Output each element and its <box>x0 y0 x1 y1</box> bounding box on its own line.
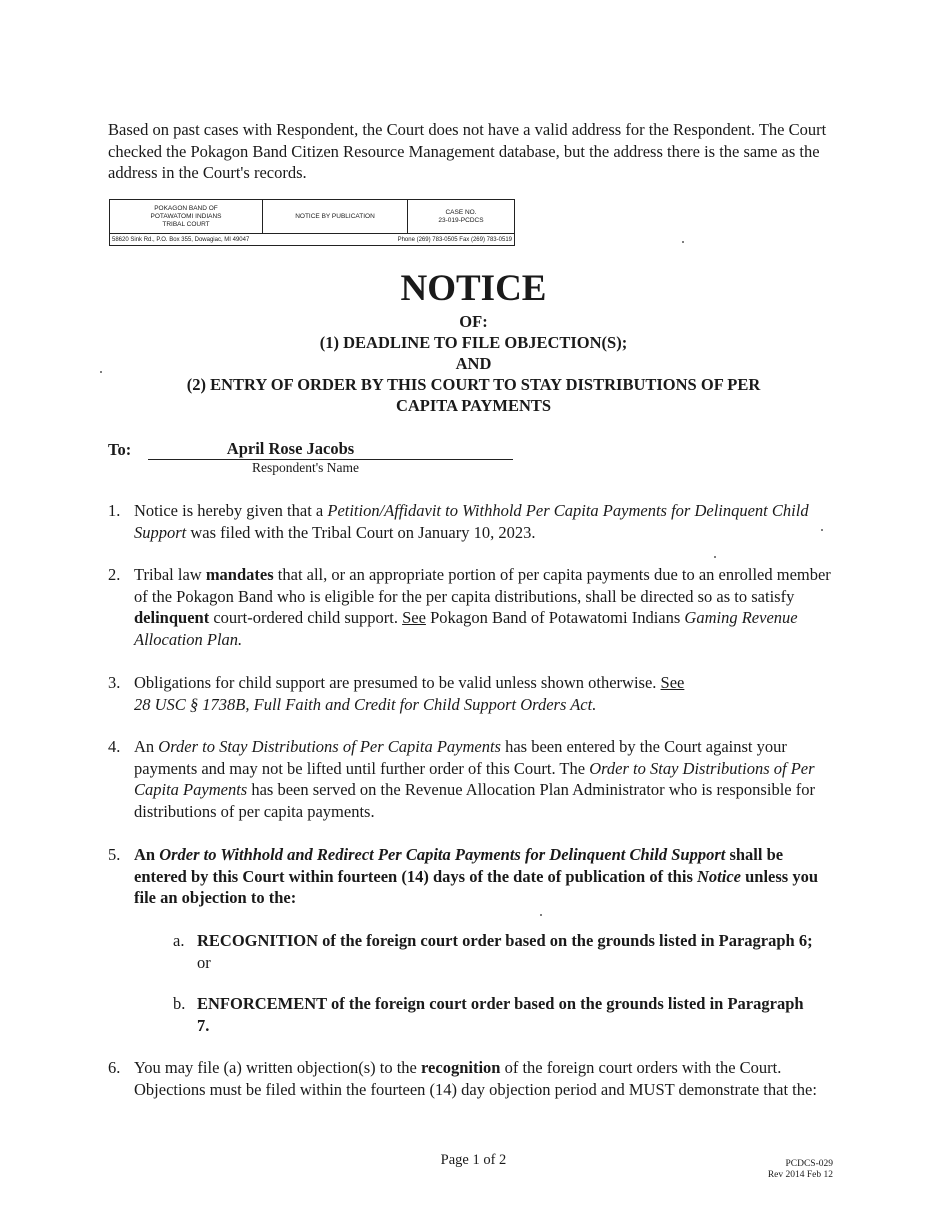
item-2-number: 2. <box>108 565 121 584</box>
respondent-name-caption: Respondent's Name <box>251 460 360 475</box>
court-header-box <box>109 199 515 247</box>
case-number-cell <box>408 200 515 234</box>
court-name-cell <box>110 200 263 234</box>
title-line-2a: (2) ENTRY OF ORDER BY THIS COURT TO STAY DISTRIBUTIONS OF PER <box>186 375 761 394</box>
court-phone-fax: Phone (269) 783-0505 Fax (269) 783-0519 <box>397 236 512 243</box>
to-label: To: <box>108 440 132 459</box>
item-4-text: An Order to Stay Distributions of Per Capita Payments has been entered by the Court against your payments and may not be lifted until further order of this Court. The Order to Stay Distributions of Per Capita Payments has been served on the Revenue Allocation Plan Administrator who is responsible for distributions of per capita payments. <box>134 737 815 821</box>
page-number: Page 1 of 2 <box>440 1152 507 1168</box>
item-1-number: 1. <box>108 501 121 520</box>
respondent-name: April Rose Jacobs <box>226 439 355 458</box>
item-4-number: 4. <box>108 737 121 756</box>
scan-speck <box>714 556 716 558</box>
title-line-2b: CAPITA PAYMENTS <box>395 396 552 415</box>
item-b-text: ENFORCEMENT of the foreign court order based on the grounds listed in Paragraph 7. <box>197 994 804 1035</box>
item-b-letter: b. <box>173 994 186 1013</box>
court-name-line1: POKAGON BAND OF <box>154 204 218 212</box>
item-6-number: 6. <box>108 1058 121 1077</box>
respondent-name-line <box>148 439 513 460</box>
court-address: 58620 Sink Rd., P.O. Box 355, Dowagiac, MI 49047 <box>112 236 250 243</box>
document-type-cell: NOTICE BY PUBLICATION <box>263 200 408 234</box>
scan-speck <box>540 914 542 916</box>
item-a-letter: a. <box>173 931 185 950</box>
form-revision: Rev 2014 Feb 12 <box>767 1170 833 1180</box>
item-2-text: Tribal law mandates that all, or an appropriate portion of per capita payments due to an enrolled member of the Pokagon Band who is eligible for the per capita distributions, shall be directed so as to satisfy delinquent court-ordered child support. See Pokagon Band of Potawatomi Indians Gaming Revenue Allocation Plan. <box>134 565 831 649</box>
title-and: AND <box>455 354 492 373</box>
item-1-text: Notice is hereby given that a Petition/Affidavit to Withhold Per Capita Payments for Delinquent Child Support was filed with the Tribal Court on January 10, 2023. <box>134 501 809 542</box>
scan-speck <box>100 371 102 373</box>
title-of: OF: <box>459 312 488 331</box>
notice-title: NOTICE <box>400 268 547 309</box>
intro-paragraph: Based on past cases with Respondent, the Court does not have a valid address for the Respondent. The Court checked the Pokagon Band Citizen Resource Management database, but the address there is the same as the address in the Court's records. <box>108 120 827 182</box>
scan-speck <box>682 241 684 243</box>
court-name-line3: TRIBAL COURT <box>162 220 210 228</box>
respondent-name-caption-wrap <box>148 460 513 476</box>
court-contact-row <box>110 234 515 246</box>
item-5-number: 5. <box>108 845 121 864</box>
item-5-text: An Order to Withhold and Redirect Per Capita Payments for Delinquent Child Support shall be entered by this Court within fourteen (14) days of the date of publication of this Notice unless you file an objection to the: <box>134 845 819 907</box>
case-number: 23-019-PCDCS <box>438 216 484 224</box>
item-a-text: RECOGNITION of the foreign court order based on the grounds listed in Paragraph 6; or <box>197 931 813 972</box>
form-code: PCDCS-029 <box>785 1159 833 1169</box>
item-3-text: Obligations for child support are presumed to be valid unless shown otherwise. See 28 USC § 1738B, Full Faith and Credit for Child Support Orders Act. <box>134 673 685 714</box>
item-3-number: 3. <box>108 673 121 692</box>
form-code-block <box>768 1159 833 1181</box>
case-number-label: CASE NO. <box>445 208 477 216</box>
scan-speck <box>821 529 823 531</box>
item-6-text: You may file (a) written objection(s) to the recognition of the foreign court orders with the Court. Objections must be filed within the fourteen (14) day objection period and MUST demonstrate that the: <box>134 1058 817 1099</box>
title-line-1: (1) DEADLINE TO FILE OBJECTION(S); <box>319 333 628 352</box>
court-name-line2: POTAWATOMI INDIANS <box>150 212 222 220</box>
